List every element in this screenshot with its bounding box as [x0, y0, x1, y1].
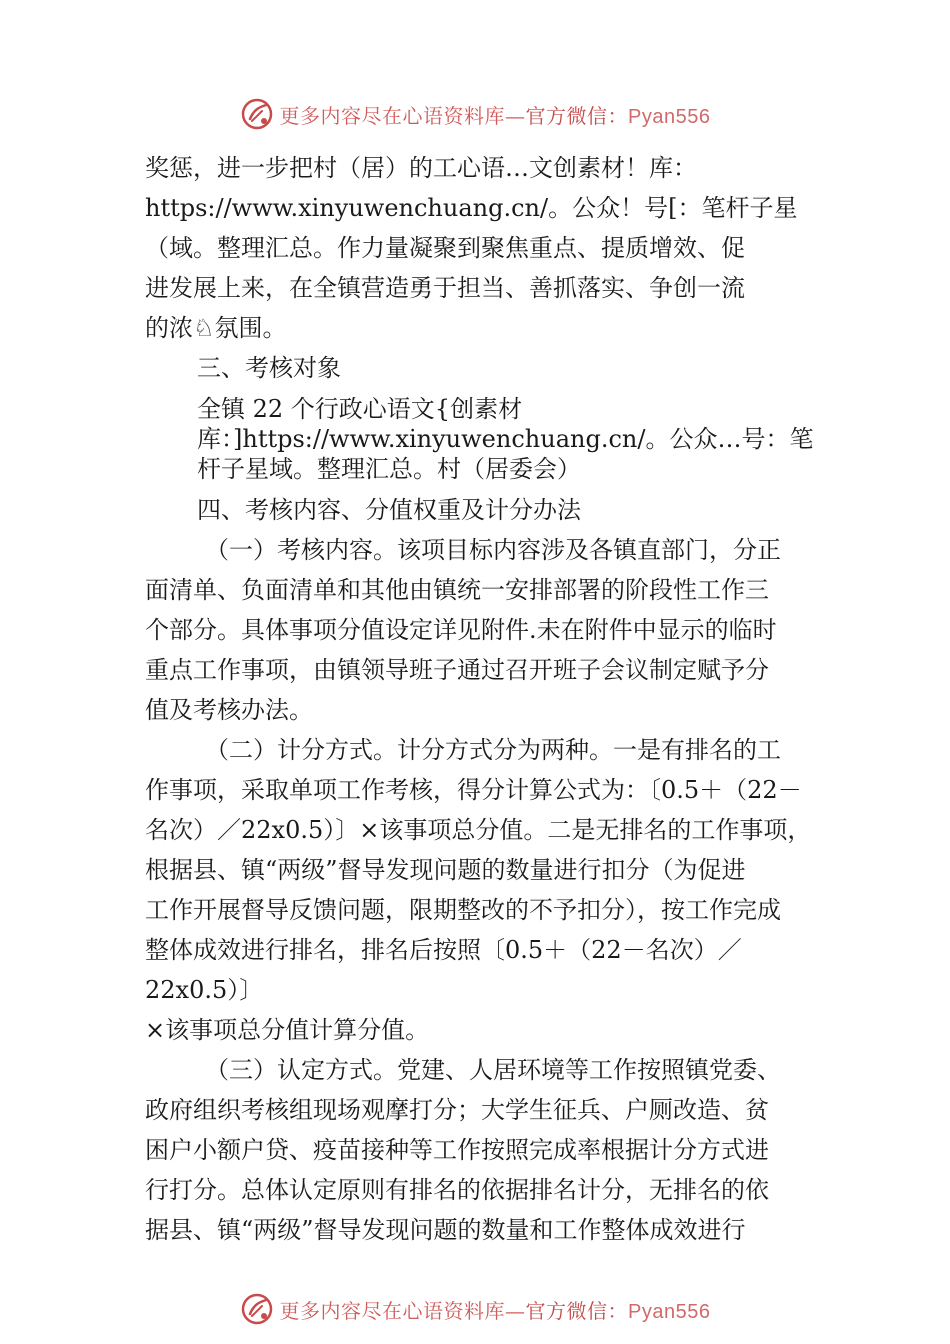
paragraph-line: 根据县、镇“两级”督导发现问题的数量进行扣分（为促进	[145, 856, 746, 884]
paragraph-line: 困户小额户贷、疫苗接种等工作按照完成率根据计分方式进	[145, 1136, 769, 1164]
document-body	[145, 148, 825, 1250]
paragraph-line: 据县、镇“两级”督导发现问题的数量和工作整体成效进行	[145, 1216, 746, 1244]
paragraph-line: 重点工作事项，由镇领导班子通过召开班子会议制定赋予分	[145, 656, 769, 684]
brand-logo-icon	[240, 97, 274, 131]
paragraph-line: 杆子星域。整理汇总。村（居委会）	[197, 455, 581, 483]
watermark-footer	[0, 1289, 950, 1329]
paragraph-line: 政府组织考核组现场观摩打分；大学生征兵、户厕改造、贫	[145, 1096, 769, 1124]
paragraph-line: ×该事项总分值计算分值。	[145, 1016, 430, 1044]
brand-logo-icon	[240, 1292, 274, 1326]
watermark-id: Pyan556	[628, 1300, 711, 1323]
paragraph-line: 作事项，采取单项工作考核，得分计算公式为：〔0.5＋（22－	[145, 776, 802, 804]
watermark-wechat: 官方微信：	[525, 103, 629, 128]
paragraph-line: 22x0.5）〕	[145, 976, 264, 1004]
paragraph-line: 进发展上来，在全镇营造勇于担当、善抓落实、争创一流	[145, 274, 745, 302]
paragraph-line: 行打分。总体认定原则有排名的依据排名计分，无排名的依	[145, 1176, 769, 1204]
paragraph-line: 个部分。具体事项分值设定详见附件.未在附件中显示的临时	[145, 616, 777, 644]
watermark-main: 更多内容尽在心语资料库	[279, 1298, 506, 1323]
watermark-id: Pyan556	[628, 105, 711, 128]
watermark-dash: —	[505, 1298, 526, 1323]
paragraph-line: 奖惩，进一步把村（居）的工心语…文创素材！库：	[145, 154, 697, 182]
section-heading: 三、考核对象	[197, 354, 341, 382]
watermark-text	[280, 1295, 711, 1324]
watermark-dash: —	[505, 103, 526, 128]
paragraph-line: 整体成效进行排名，排名后按照〔0.5＋（22－名次）／	[145, 936, 742, 964]
paragraph-line: 值及考核办法。	[145, 696, 313, 724]
paragraph-line: （域。整理汇总。作力量凝聚到聚焦重点、提质增效、促	[145, 234, 745, 262]
watermark-header	[0, 94, 950, 134]
paragraph-line: 的浓♘氛围。	[145, 314, 287, 342]
section-heading: 四、考核内容、分值权重及计分办法	[197, 496, 581, 524]
paragraph-line: （三）认定方式。党建、人居环境等工作按照镇党委、	[205, 1056, 781, 1084]
watermark-text	[280, 100, 711, 129]
paragraph-line: （一）考核内容。该项目标内容涉及各镇直部门，分正	[205, 536, 781, 564]
paragraph-line: https://www.xinyuwenchuang.cn/。公众！号[：笔杆子星	[145, 194, 798, 222]
paragraph-line: 库：]https://www.xinyuwenchuang.cn/。公众…号：笔	[197, 425, 814, 453]
paragraph-line: 面清单、负面清单和其他由镇统一安排部署的阶段性工作三	[145, 576, 769, 604]
paragraph-line: （二）计分方式。计分方式分为两种。一是有排名的工	[205, 736, 781, 764]
watermark-main: 更多内容尽在心语资料库	[279, 103, 506, 128]
watermark-wechat: 官方微信：	[525, 1298, 629, 1323]
paragraph-line: 全镇 22 个行政心语文{创素材	[197, 395, 523, 423]
paragraph-line: 工作开展督导反馈问题，限期整改的不予扣分），按工作完成	[145, 896, 781, 924]
paragraph-line: 名次）／22x0.5）〕×该事项总分值。二是无排名的工作事项，	[145, 816, 812, 844]
